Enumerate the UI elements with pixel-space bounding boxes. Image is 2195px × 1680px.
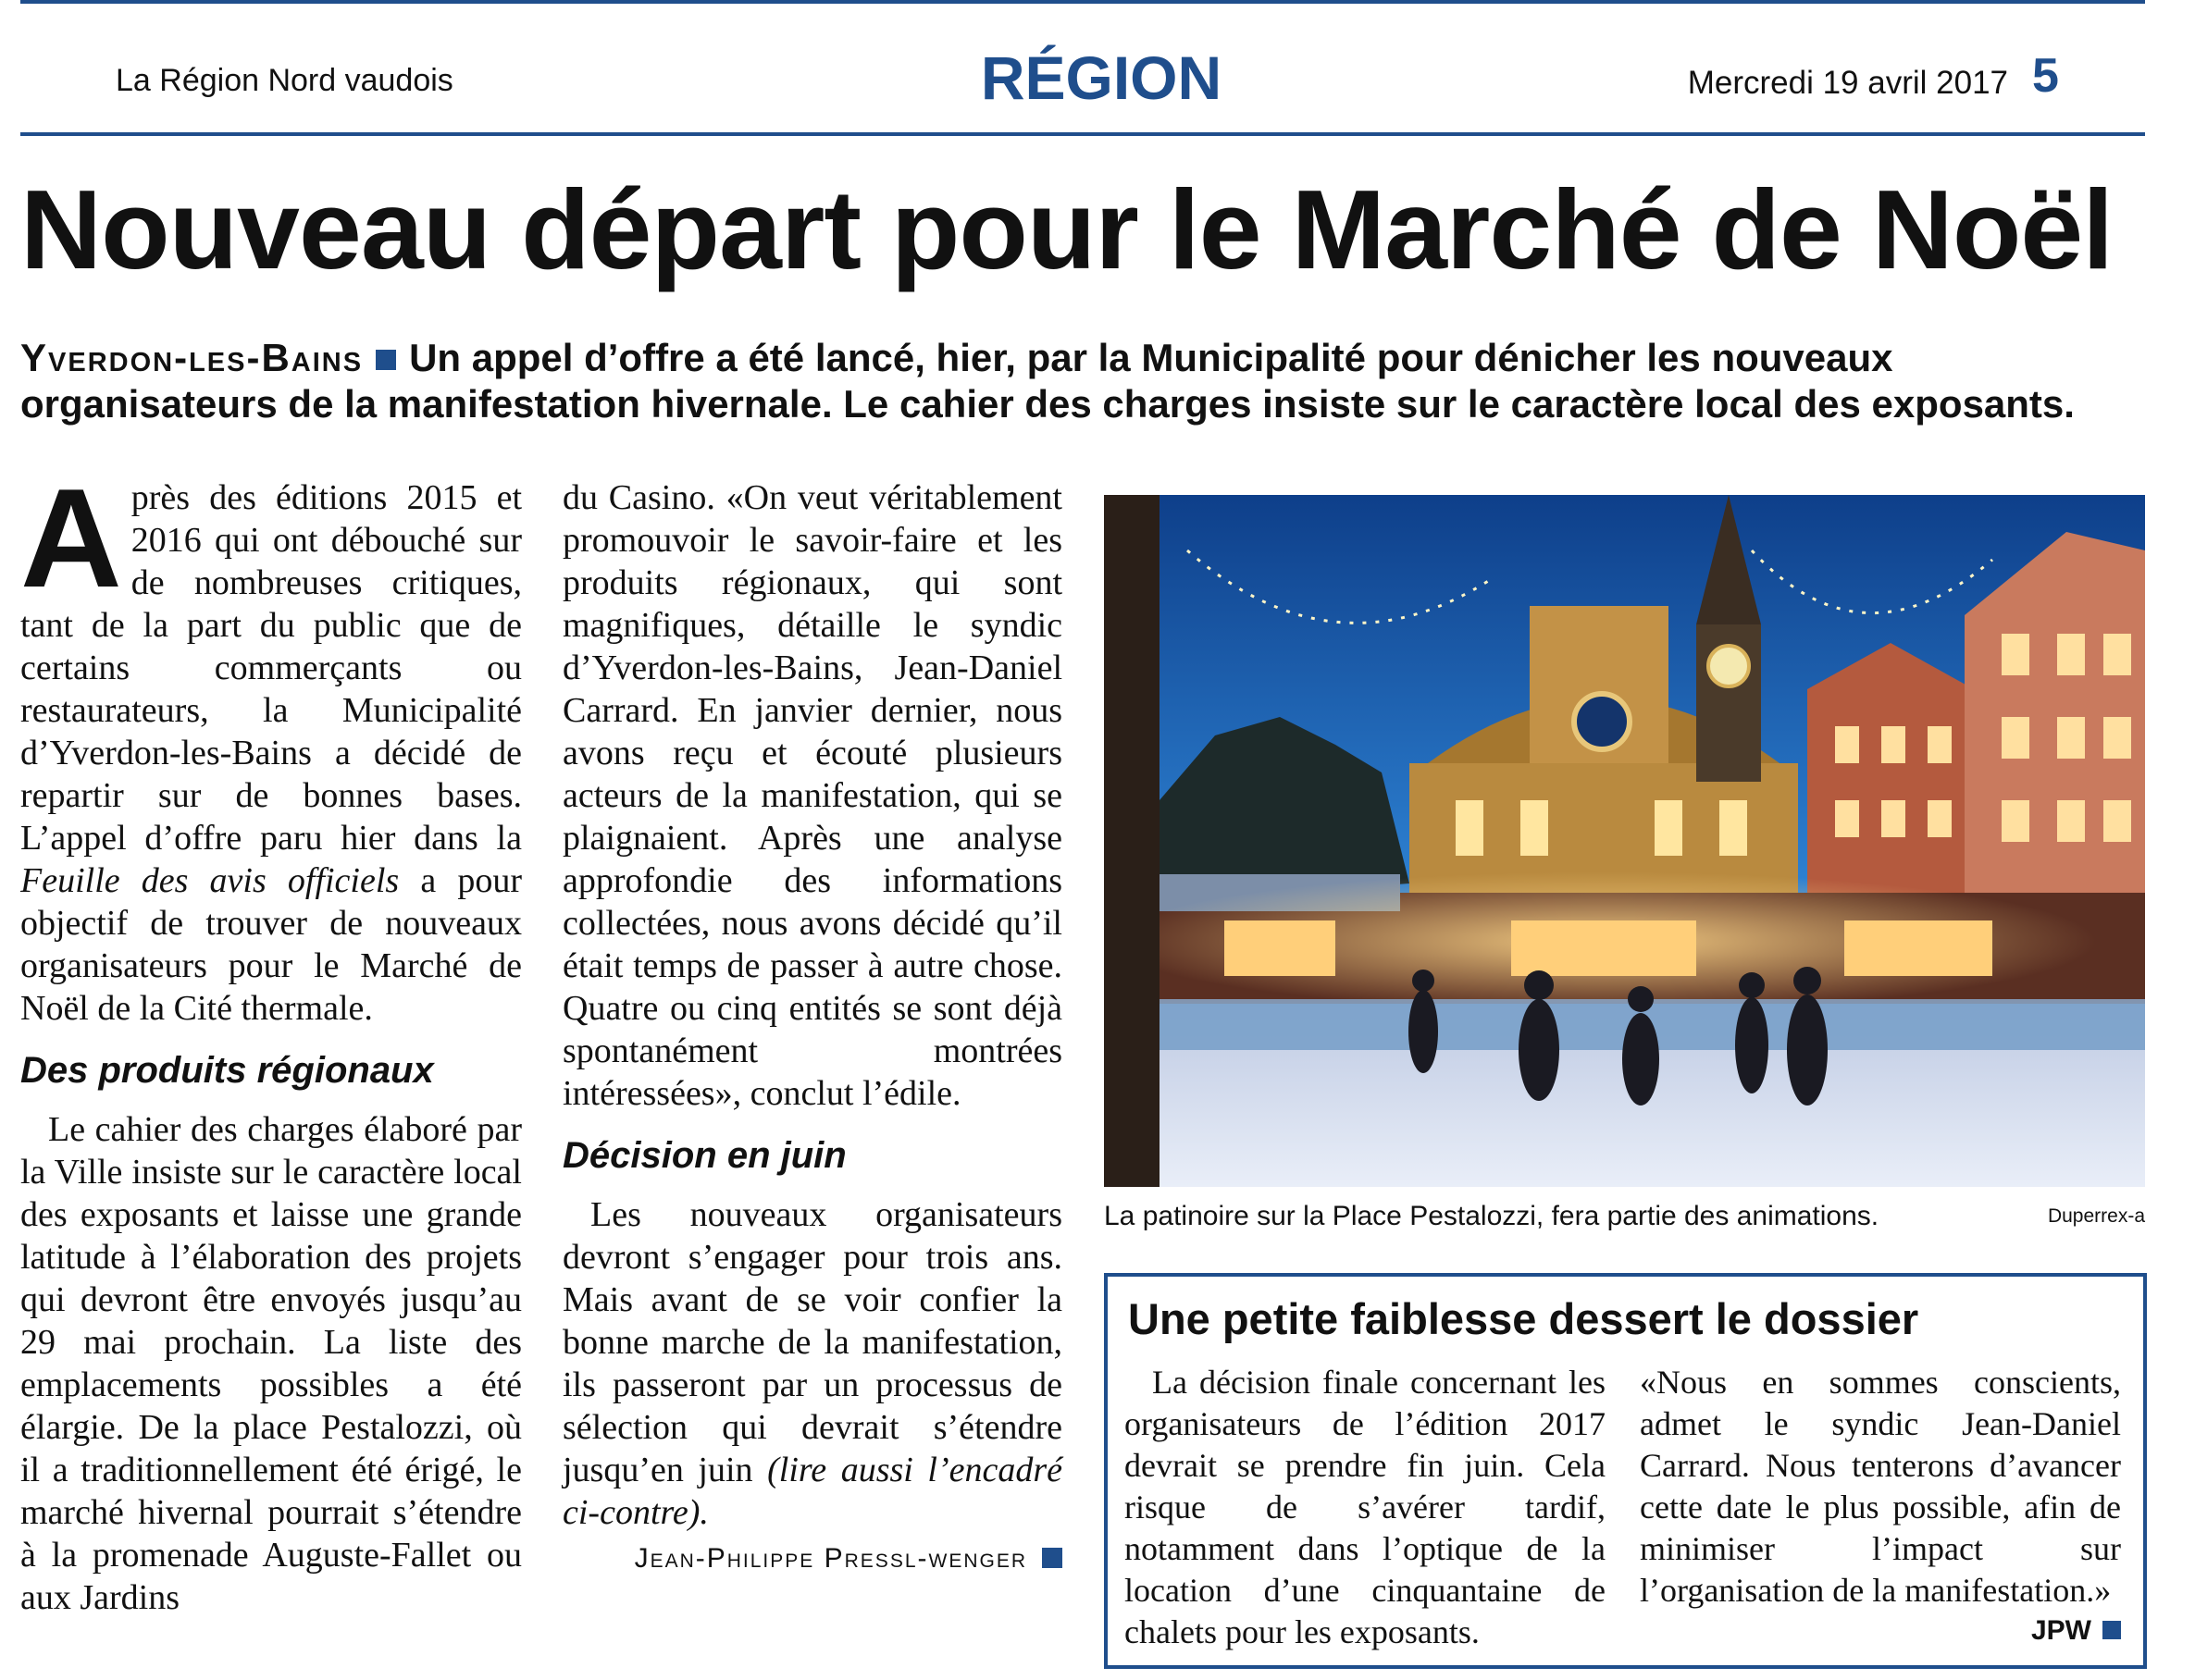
article-photo: [1104, 495, 2145, 1187]
newspaper-name: La Région Nord vaudois: [116, 63, 453, 98]
sidebar-box: [1104, 1273, 2147, 1669]
article-paragraph-3: du Casino. «On veut véritablement promouvoir le savoir-faire et les produits régionaux, qui sont magnifiques, détaille le syndic d’Yverdon-les-Bains, Jean-Daniel Carrard. En janvier dernier, nous avons reçu et écouté plusieurs acteurs de la manifestation, qui se plaignaient. Après une analyse approfondie des informations collectées, nous avons décidé qu’il était temps de passer à autre chose. Quatre ou cinq entités se sont déjà spontanément montrées intéressées», conclut l’édile.: [563, 478, 1062, 1113]
sidebar-box-column-1: [1124, 1362, 1606, 1653]
ice-rink-photo-illustration: [1104, 495, 2145, 1187]
square-bullet-icon: [1042, 1548, 1062, 1568]
page-number: 5: [2032, 49, 2059, 103]
headline: Nouveau départ pour le Marché de Noël: [20, 167, 2114, 292]
author-name: Jean-Philippe Pressl-wenger: [634, 1543, 1027, 1574]
see-also-note: (lire aussi l’encadré ci-contre).: [563, 1451, 1063, 1532]
article-paragraph-2: Le cahier des charges élaboré par la Ville insiste sur le caractère local des exposants et laisse une grande latitude à l’élaboration des projets qui devront être envoyés jusqu’au 29 mai prochain. La liste des emplacements possibles a été élargie. De la place Pestalozzi, où il a traditionnellement été érigé, le marché hivernal pourrait s’étendre à la promenade Auguste-Fallet ou aux Jardins: [20, 1110, 522, 1617]
signature-initials: JPW: [2030, 1615, 2091, 1646]
paragraph-text: a pour objectif de trouver de nouveaux organisateurs pour le Marché de Noël de la Cité thermale.: [20, 861, 522, 1028]
lead-dateline: Yverdon-les-Bains: [20, 336, 364, 379]
sidebar-box-column-2: [1640, 1362, 2121, 1647]
sidebar-paragraph-2: «Nous en sommes conscients, admet le syndic Jean-Daniel Carrard. Nous tenterons d’avancer cette date le plus possible, afin de minimiser l’impact sur l’organisation de la manifestation.»: [1640, 1364, 2121, 1609]
subheading-decision-june: Décision en juin: [563, 1135, 847, 1176]
photo-caption: La patinoire sur la Place Pestalozzi, fera partie des animations.: [1104, 1201, 1879, 1231]
sidebar-paragraph-1: La décision finale concernant les organisateurs de l’édition 2017 devrait se prendre fin juin. Cela risque de s’avérer tardif, notamment dans l’optique de la location d’une cinquantaine de chalets pour les exposants.: [1124, 1364, 1606, 1650]
publication-date: Mercredi 19 avril 2017: [1687, 65, 2008, 101]
sidebar-box-title: Une petite faiblesse dessert le dossier: [1128, 1294, 1919, 1343]
article-paragraph-1: [20, 460, 522, 1030]
sidebar-signature: [2031, 1615, 2121, 1647]
article-paragraph-4: [563, 1193, 1062, 1534]
byline: [563, 1538, 1062, 1580]
square-bullet-icon: [376, 350, 396, 370]
square-bullet-icon: [2102, 1621, 2121, 1639]
section-title: RÉGION: [980, 43, 1222, 112]
lead-text: Un appel d’offre a été lancé, hier, par la Municipalité pour dénicher les nouveaux organisateurs de la manifestation hivernale. Le cahier des charges insiste sur le caractère local des exposants.: [20, 336, 2075, 426]
subheading-regional-products: Des produits régionaux: [20, 1050, 434, 1091]
header-rule: [20, 132, 2145, 136]
paragraph-text: près des éditions 2015 et 2016 qui ont débouché sur de nombreuses critiques, tant de la part du public que de certains commerçants ou restaurateurs, la Municipalité d’Yverdon-les-Bains a décidé de repartir sur de bonnes bases. L’appel d’offre paru hier dans la: [20, 478, 522, 858]
paragraph-text: Les nouveaux organisateurs devront s’engager pour trois ans. Mais avant de se voir confier la bonne marche de la manifestation, ils passeront par un processus de sélection qui devrait s’étendre jusqu’en juin: [563, 1195, 1062, 1489]
top-rule: [20, 0, 2145, 4]
drop-cap: A: [20, 460, 122, 617]
lead-paragraph: [20, 335, 2093, 427]
article-column-1: [20, 460, 522, 1619]
article-column-2: [563, 476, 1062, 1580]
photo-credit: Duperrex-a: [2047, 1205, 2145, 1227]
publication-reference: Feuille des avis officiels: [20, 861, 400, 900]
